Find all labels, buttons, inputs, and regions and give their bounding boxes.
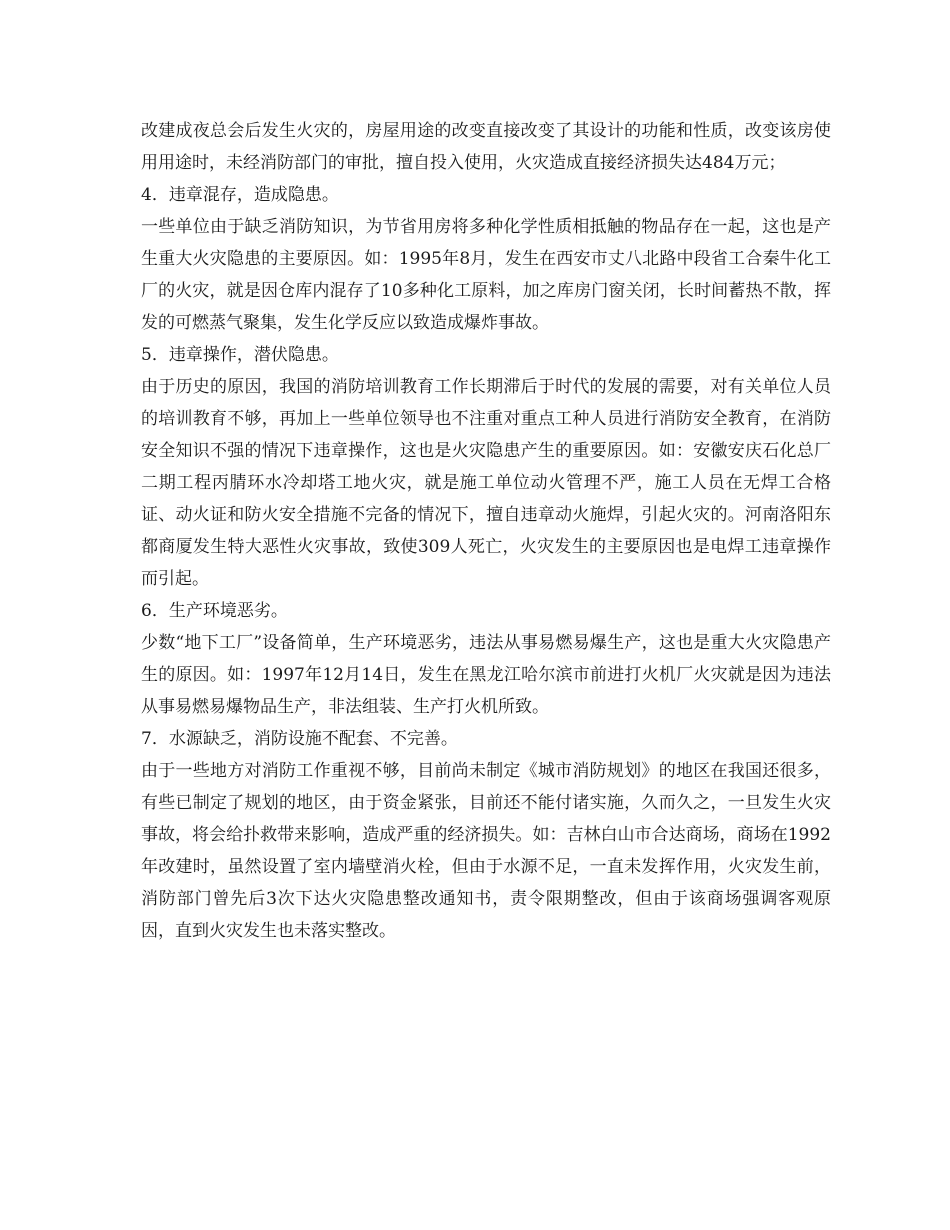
section-heading-7: 7．水源缺乏，消防设施不配套、不完善。 bbox=[141, 729, 458, 749]
paragraph-mixed-storage: 一些单位由于缺乏消防知识，为节省用房将多种化学性质相抵触的物品存在一起，这也是产生重大火灾隐患的主要原因。如：1995年8月，发生在西安市丈八北路中段省工合秦牛化工厂的火灾，就是因仓库内混存了10多种化工原料，加之库房门窗关闭，长时间蓄热不散，挥发的可燃蒸气聚集，发生化学反应以致造成爆炸事故。 bbox=[141, 217, 831, 333]
section-heading-5: 5．违章操作，潜伏隐患。 bbox=[141, 345, 339, 365]
document-body bbox=[141, 115, 831, 947]
paragraph-illegal-operation: 由于历史的原因，我国的消防培训教育工作长期滞后于时代的发展的需要，对有关单位人员的培训教育不够，再加上一些单位领导也不注重对重点工种人员进行消防安全教育，在消防安全知识不强的情况下违章操作，这也是火灾隐患产生的重要原因。如：安徽安庆石化总厂二期工程丙腈环水冷却塔工地火灾，就是施工单位动火管理不严，施工人员在无焊工合格证、动火证和防火安全措施不完备的情况下，擅自违章动火施焊，引起火灾的。河南洛阳东都商厦发生特大恶性火灾事故，致使309人死亡，火灾发生的主要原因也是电焊工违章操作而引起。 bbox=[141, 377, 831, 589]
paragraph-water-shortage: 由于一些地方对消防工作重视不够，目前尚未制定《城市消防规划》的地区在我国还很多，有些已制定了规划的地区，由于资金紧张，目前还不能付诸实施，久而久之，一旦发生火灾事故，将会给扑救带来影响，造成严重的经济损失。如：吉林白山市合达商场，商场在1992年改建时，虽然设置了室内墙壁消火栓，但由于水源不足，一直未发挥作用，火灾发生前，消防部门曾先后3次下达火灾隐患整改通知书，责令限期整改，但由于该商场强调客观原因，直到火灾发生也未落实整改。 bbox=[141, 761, 831, 941]
paragraph-continued-case: 改建成夜总会后发生火灾的，房屋用途的改变直接改变了其设计的功能和性质，改变该房使用用途时，未经消防部门的审批，擅自投入使用，火灾造成直接经济损失达484万元； bbox=[141, 121, 831, 173]
section-heading-4: 4．违章混存，造成隐患。 bbox=[141, 185, 339, 205]
section-heading-6: 6．生产环境恶劣。 bbox=[141, 601, 288, 621]
paragraph-production-environment: 少数“地下工厂”设备简单，生产环境恶劣，违法从事易燃易爆生产，这也是重大火灾隐患产生的原因。如：1997年12月14日，发生在黑龙江哈尔滨市前进打火机厂火灾就是因为违法从事易燃易爆物品生产，非法组装、生产打火机所致。 bbox=[141, 633, 831, 717]
